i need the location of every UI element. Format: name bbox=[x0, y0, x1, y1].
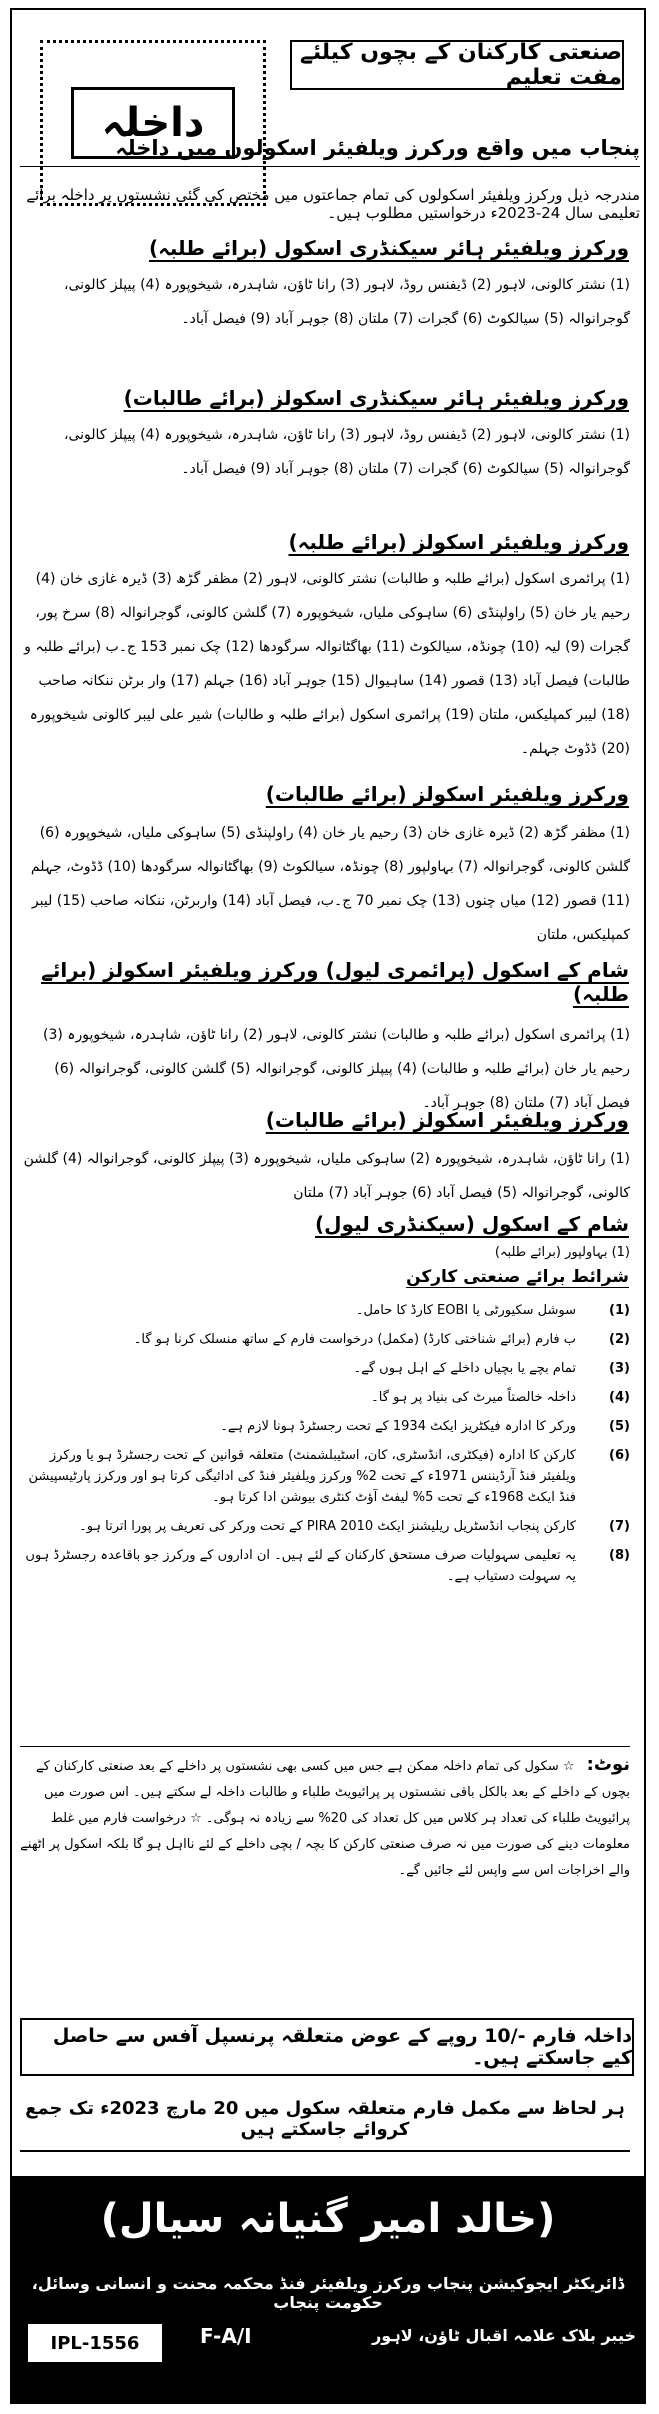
footer-address: خیبر بلاک علامہ اقبال ٹاؤن، لاہور bbox=[372, 2326, 636, 2345]
condition-number: (7) bbox=[609, 1519, 630, 1534]
subheading: پنجاب میں واقع ورکرز ویلفیئر اسکولوں میں داخلہ bbox=[20, 136, 640, 167]
condition-text: ورکر کا ادارہ فیکٹریز ایکٹ 1934 کے تحت رجسٹرڈ ہونا لازم ہے۔ bbox=[220, 1419, 576, 1434]
section-5-body: (1) پرائمری اسکول (برائے طلبہ و طالبات) نشتر کالونی، لاہور (2) رانا ٹاؤن، شاہدرہ، شیخوپورہ (3) رحیم یار خان (برائے طلبہ و طالبات) (4) پیپلز کالونی، گوجرانوالہ (5) گلشن کالونی، گوجرانوالہ (6) فیصل آباد (7) ملتان (8) جوہر آباد۔ bbox=[42, 1027, 630, 1111]
condition-text: ب فارم (برائے شناختی کارڈ) (مکمل) درخواست فارم کے ساتھ منسلک کرنا ہو گا۔ bbox=[133, 1332, 576, 1347]
condition-text: تمام بچے یا بچیاں داخلے کے اہل ہوں گے۔ bbox=[353, 1361, 576, 1376]
ipl-code-badge: IPL-1556 bbox=[28, 2324, 162, 2362]
dakhla-title: داخلہ bbox=[71, 87, 236, 159]
condition-text: کارکن پنجاب انڈسٹریل ریلیشنز ایکٹ PIRA 2010 کے تحت ورکر کی تعریف پر پورا اترتا ہو۔ bbox=[79, 1519, 576, 1534]
section-4-body: (1) مظفر گڑھ (2) ڈیرہ غازی خان (3) رحیم یار خان (4) راولپنڈی (5) ساہوکی ملیاں، شیخوپورہ (6) گلشن کالونی، گوجرانوالہ (7) بہاولپور (8) چونڈہ، سیالکوٹ (9) بھاگٹانوالہ سرگودھا (10) ڈڈوٹ، جہلم (11) قصور (12) میاں چنوں (13) چک نمبر 70 ج۔ب، فیصل آباد (14) واربرٹن، ننکانہ صاحب (15) لیبر کمپلیکس، ملتان bbox=[30, 825, 630, 943]
note-label: نوٹ: bbox=[586, 1754, 630, 1775]
condition-text: داخلہ خالصتاً میرٹ کی بنیاد پر ہو گا۔ bbox=[371, 1390, 576, 1405]
condition-item bbox=[20, 1516, 630, 1537]
condition-item bbox=[20, 1545, 630, 1587]
condition-number: (4) bbox=[609, 1390, 630, 1405]
deadline-text: ہر لحاظ سے مکمل فارم متعلقہ سکول میں 20 مارچ 2023ء تک جمع کروائے جاسکتے ہیں bbox=[20, 2098, 630, 2152]
condition-item bbox=[20, 1329, 630, 1350]
section-3-title: ورکرز ویلفیئر اسکولز (برائے طلبہ) bbox=[288, 530, 629, 554]
condition-number: (3) bbox=[609, 1361, 630, 1376]
section-2-body: (1) نشتر کالونی، لاہور (2) ڈیفنس روڈ، لاہور (3) رانا ٹاؤن، شاہدرہ، شیخوپورہ (4) پیپلز کالونی، گوجرانوالہ (5) سیالکوٹ (6) گجرات (7) ملتان (8) جوہر آباد (9) فیصل آباد۔ bbox=[63, 427, 630, 477]
section-5-title: شام کے اسکول (پرائمری لیول) ورکرز ویلفیئر اسکولز (برائے طلبہ) bbox=[41, 958, 629, 1006]
section-4-title: ورکرز ویلفیئر اسکولز (برائے طالبات) bbox=[265, 782, 629, 806]
section-6-title: ورکرز ویلفیئر اسکولز (برائے طالبات) bbox=[265, 1108, 629, 1132]
section-2-title: ورکرز ویلفیئر ہائر سیکنڈری اسکولز (برائے طالبات) bbox=[123, 386, 629, 410]
section-3-body: (1) پرائمری اسکول (برائے طلبہ و طالبات) نشتر کالونی، لاہور (2) مظفر گڑھ (3) ڈیرہ غازی خان (4) رحیم یار خان (5) راولپنڈی (6) ساہوکی ملیاں، شیخوپورہ (7) گلشن کالونی، گوجرانوالہ (8) سرخ پور، گجرات (9) لیہ (10) چونڈہ، سیالکوٹ (11) بھاگٹانوالہ سرگودھا (12) چک نمبر 153 ج۔ب (برائے طلبہ و طالبات) فیصل آباد (13) قصور (14) ساہیوال (15) جوہر آباد (16) جہلم (17) وار برٹن ننکانہ صاحب (18) لیبر کمپلیکس، ملتان (19) پرائمری اسکول (برائے طلبہ و طالبات) شیر علی لیبر کالونی شیخوپورہ (20) ڈڈوٹ جہلم۔ bbox=[24, 571, 630, 757]
dakhla-badge bbox=[40, 40, 266, 206]
condition-text: سوشل سکیورٹی یا EOBI کارڈ کا حامل۔ bbox=[355, 1303, 576, 1318]
tagline-box: صنعتی کارکنان کے بچوں کیلئے مفت تعلیم bbox=[290, 40, 624, 90]
condition-text: یہ تعلیمی سہولیات صرف مستحق کارکنان کے لئے ہیں۔ ان اداروں کے ورکرز جو باقاعدہ رجسٹرڈ ہوں یہ سہولت دستیاب ہے۔ bbox=[25, 1548, 576, 1584]
condition-item bbox=[20, 1300, 630, 1321]
director-designation: ڈائریکٹر ایجوکیشن پنجاب ورکرز ویلفیئر فنڈ محکمہ محنت و انسانی وسائل، حکومت پنجاب bbox=[31, 2274, 625, 2312]
footer-code: F-A/I bbox=[200, 2324, 252, 2348]
condition-item bbox=[20, 1445, 630, 1508]
conditions-list bbox=[20, 1300, 630, 1595]
fee-box: داخلہ فارم -/10 روپے کے عوض متعلقہ پرنسپل آفس سے حاصل کیے جاسکتے ہیں۔ bbox=[20, 2018, 634, 2076]
intro-text: مندرجہ ذیل ورکرز ویلفیئر اسکولوں کی تمام جماعتوں میں مختص کی گئی نشستوں پر داخلہ برائے تعلیمی سال 24-2023ء درخواستیں مطلوب ہیں۔ bbox=[26, 186, 640, 222]
condition-number: (5) bbox=[609, 1419, 630, 1434]
section-1-title: ورکرز ویلفیئر ہائر سیکنڈری اسکول (برائے طلبہ) bbox=[148, 236, 629, 260]
condition-number: (2) bbox=[609, 1332, 630, 1347]
condition-text: کارکن کا ادارہ (فیکٹری، انڈسٹری، کان، اسٹیبلشمنٹ) متعلقہ قوانین کے تحت رجسٹرڈ ہو یا ورکرز ویلفیئر فنڈ آرڈیننس 1971ء کے تحت 2% ورکرز ویلفیئر فنڈ کی ادائیگی کرتا ہو اور ورکرز پارٹیسپیشن فنڈ ایکٹ 1968ء کے تحت 5% لیفٹ آؤٹ کنٹری بیوشن ادا کرتا ہو۔ bbox=[28, 1448, 576, 1505]
section-7-title: شام کے اسکول (سیکنڈری لیول) bbox=[315, 1212, 629, 1236]
note-block bbox=[20, 1752, 630, 1884]
condition-number: (8) bbox=[609, 1548, 630, 1563]
condition-number: (1) bbox=[609, 1303, 630, 1318]
footer-band bbox=[10, 2176, 646, 2404]
condition-item bbox=[20, 1416, 630, 1437]
director-name: (خالد امیر گنیانہ سیال) bbox=[100, 2196, 556, 2242]
condition-item bbox=[20, 1358, 630, 1379]
condition-number: (6) bbox=[609, 1448, 630, 1463]
section-1-body: (1) نشتر کالونی، لاہور (2) ڈیفنس روڈ، لاہور (3) رانا ٹاؤن، شاہدرہ، شیخوپورہ (4) پیپلز کالونی، گوجرانوالہ (5) سیالکوٹ (6) گجرات (7) ملتان (8) جوہر آباد (9) فیصل آباد۔ bbox=[63, 277, 630, 327]
note-text: ☆ سکول کی تمام داخلہ ممکن ہے جس میں کسی بھی نشستوں پر داخلے کے بعد صنعتی کارکنان کے بچوں کے داخلے کے بعد بالکل باقی نشستوں پر پرائیویٹ طلباء و طالبات داخلہ لے سکتے ہیں۔ اس صورت میں پرائیویٹ طلباء کی تعداد ہر کلاس میں کل تعداد کی 20% سے زیادہ نہ ہوگی۔ ☆ درخواست فارم میں غلط معلومات دینے کی صورت میں نہ صرف صنعتی کارکن کا بچہ / بچی داخلے کے لئے نااہل ہو گا بلکہ اسکول پر اٹھنے والے اخراجات اس سے واپس لئے جائیں گے۔ bbox=[20, 1759, 630, 1878]
conditions-title: شرائط برائے صنعتی کارکن bbox=[406, 1267, 629, 1287]
condition-item bbox=[20, 1387, 630, 1408]
section-6-body: (1) رانا ٹاؤن، شاہدرہ، شیخوپورہ (2) ساہوکی ملیاں، شیخوپورہ (3) پیپلز کالونی، گوجرانوالہ (4) گلشن کالونی، گوجرانوالہ (5) فیصل آباد (6) جوہر آباد (7) ملتان bbox=[23, 1151, 630, 1201]
note-divider bbox=[20, 1746, 630, 1747]
section-7-body: (1) بہاولپور (برائے طلبہ) bbox=[494, 1245, 630, 1260]
